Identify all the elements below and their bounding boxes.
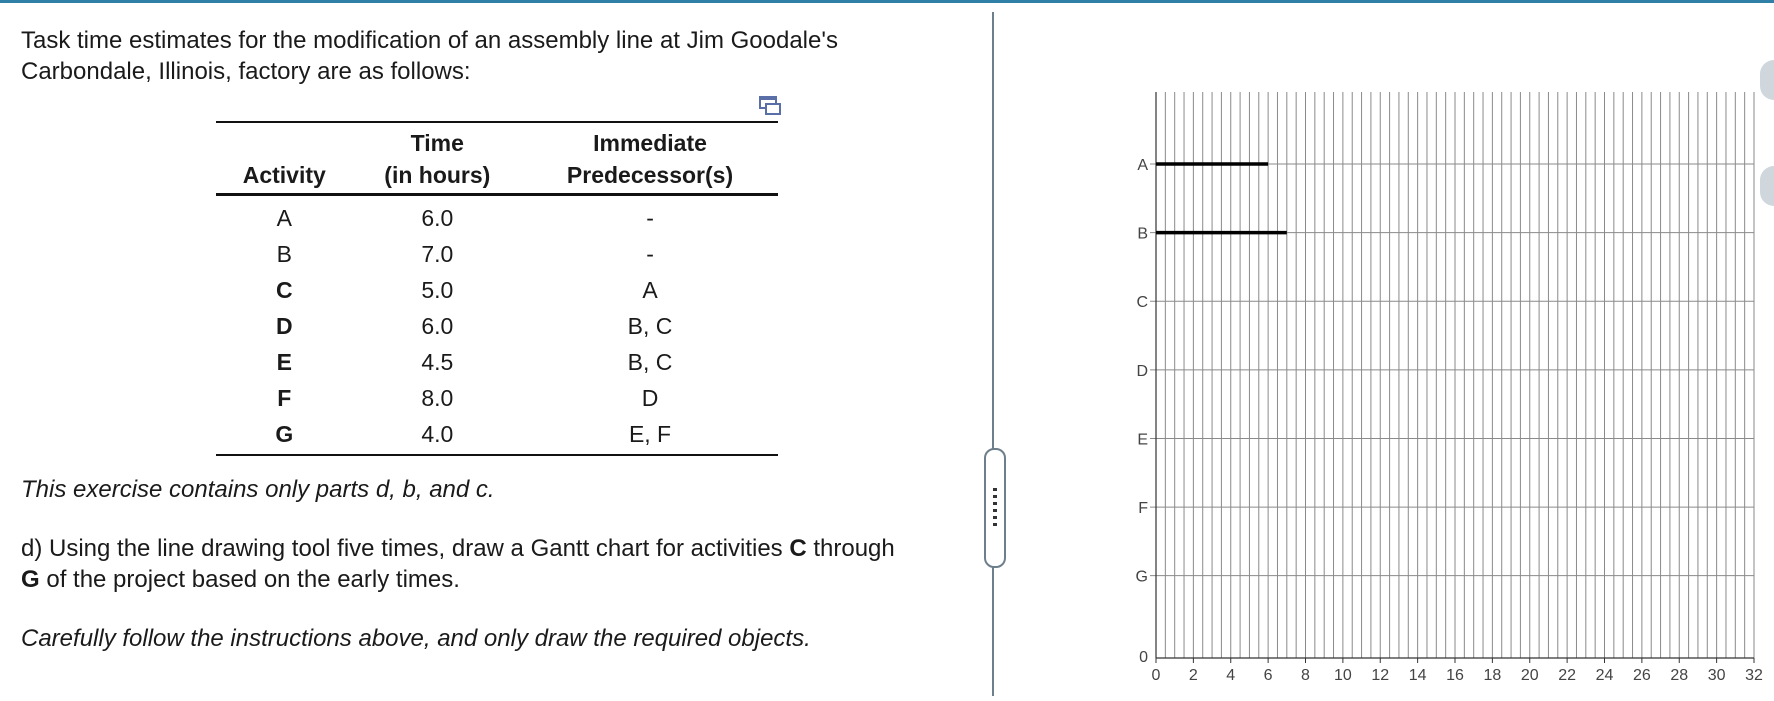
x-tick-label: 30 [1707, 667, 1726, 684]
grip-dot [993, 488, 997, 491]
pane-resize-handle[interactable] [984, 448, 1006, 568]
time-cell: 4.0 [421, 420, 454, 447]
gantt-chart[interactable] [1100, 80, 1774, 696]
careful-instruction: Carefully follow the instructions above, and only draw the required objects. [21, 625, 811, 652]
y-tick-label: D [1136, 362, 1148, 380]
activity-cell: E [276, 348, 292, 375]
x-tick-label: 10 [1333, 667, 1352, 684]
intro-text [21, 25, 941, 87]
task-table-container [216, 121, 778, 456]
table-row [216, 416, 778, 455]
activity-cell: C [275, 276, 293, 303]
y-zero-label: 0 [1139, 649, 1148, 666]
x-tick-label: 12 [1371, 667, 1390, 684]
time-cell: 8.0 [421, 384, 454, 411]
activity-cell: A [276, 204, 292, 231]
intro-line-1: Task time estimates for the modification of an assembly line at Jim Goodale's [21, 27, 838, 54]
grip-dot [993, 509, 997, 512]
intro-line-2: Carbondale, Illinois, factory are as follows: [21, 58, 471, 85]
predecessor-cell: B, C [627, 348, 673, 375]
table-row [216, 272, 778, 308]
predecessor-cell: A [642, 276, 658, 303]
predecessor-cell: E, F [628, 420, 672, 447]
time-cell: 6.0 [421, 204, 454, 231]
instruction-text: d) Using the line drawing tool five times, draw a Gantt chart for activities C through G of the project based on the early times. [21, 535, 895, 593]
activity-cell: G [275, 420, 294, 447]
x-tick-label: 4 [1226, 667, 1236, 684]
predecessor-cell: - [646, 204, 654, 231]
task-table [216, 121, 778, 456]
x-tick-label: 14 [1408, 667, 1427, 684]
x-tick-label: 20 [1520, 667, 1539, 684]
time-cell: 4.5 [421, 348, 454, 375]
gantt-chart-area[interactable] [1100, 80, 1774, 696]
activity-cell: B [276, 240, 292, 267]
pane-divider [992, 12, 994, 696]
side-tool-tab[interactable] [1760, 166, 1774, 206]
grip-dot [993, 495, 997, 498]
y-tick-label: E [1137, 431, 1148, 449]
header-predecessors: Immediate Predecessor(s) [522, 122, 778, 195]
activity-cell: D [275, 312, 293, 339]
y-tick-label: B [1137, 225, 1148, 243]
exercise-note: This exercise contains only parts d, b, and c. [21, 476, 495, 503]
x-tick-label: 18 [1483, 667, 1502, 684]
x-tick-label: 16 [1446, 667, 1464, 684]
x-tick-label: 22 [1558, 667, 1577, 684]
table-row [216, 236, 778, 272]
x-tick-label: 26 [1632, 667, 1651, 684]
x-tick-label: 2 [1188, 667, 1198, 684]
question-pane [0, 3, 990, 696]
time-cell: 7.0 [421, 240, 454, 267]
activity-cell: F [277, 384, 292, 411]
grip-dot [993, 502, 997, 505]
table-row [216, 380, 778, 416]
x-tick-label: 8 [1301, 667, 1310, 684]
x-tick-label: 0 [1151, 667, 1161, 684]
predecessor-cell: B, C [627, 312, 673, 339]
y-tick-label: F [1138, 500, 1148, 518]
y-tick-label: C [1136, 294, 1148, 312]
predecessor-cell: - [646, 240, 654, 267]
side-tool-tab[interactable] [1760, 60, 1774, 100]
header-time: Time (in hours) [353, 122, 523, 195]
grip-dot [993, 523, 997, 526]
y-tick-label: A [1137, 157, 1148, 175]
header-activity: Activity [216, 122, 353, 195]
time-cell: 5.0 [421, 276, 454, 303]
x-tick-label: 6 [1263, 667, 1273, 684]
x-tick-label: 28 [1670, 667, 1689, 684]
table-row [216, 344, 778, 380]
time-cell: 6.0 [421, 312, 454, 339]
x-tick-label: 32 [1745, 667, 1763, 684]
predecessor-cell: D [641, 384, 659, 411]
x-tick-label: 24 [1595, 667, 1614, 684]
popout-window-icon[interactable] [758, 95, 782, 117]
y-tick-label: G [1135, 568, 1148, 586]
table-row [216, 195, 778, 237]
table-row [216, 308, 778, 344]
grip-dot [993, 516, 997, 519]
